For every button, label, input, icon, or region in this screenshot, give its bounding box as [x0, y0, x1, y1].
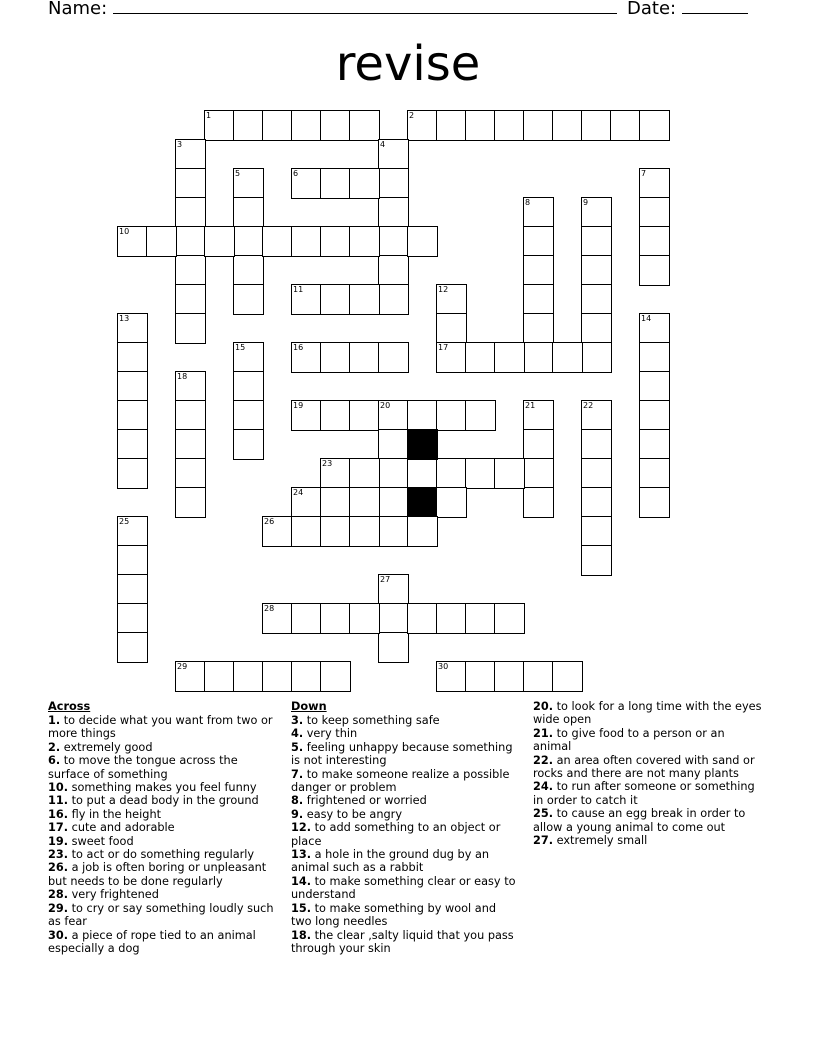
clue-item [533, 780, 765, 807]
clue-text: to keep something safe [303, 714, 440, 727]
grid-cell[interactable] [262, 226, 293, 257]
grid-cell[interactable] [378, 429, 409, 460]
clue-number: 14. [291, 874, 312, 888]
grid-cell[interactable] [639, 255, 670, 286]
cell-number: 23 [322, 459, 333, 468]
grid-cell[interactable] [465, 661, 496, 692]
grid-cell[interactable] [639, 371, 670, 402]
grid-cell[interactable] [378, 487, 409, 518]
grid-cell[interactable] [291, 284, 322, 315]
cell-number: 13 [119, 314, 130, 323]
clue-number: 10. [48, 781, 69, 795]
grid-cell[interactable] [233, 371, 264, 402]
cell-number: 2 [409, 111, 415, 120]
grid-cell[interactable] [262, 661, 293, 692]
cell-number: 21 [525, 401, 536, 410]
grid-cell[interactable] [581, 458, 612, 489]
clue-text: to give food to a person or an animal [533, 726, 725, 754]
clue-item [533, 834, 765, 847]
clue-item [291, 794, 519, 807]
clue-text: sweet food [68, 834, 134, 848]
clue-item [48, 781, 276, 794]
cell-number: 28 [264, 604, 275, 613]
grid-cell[interactable] [233, 110, 264, 141]
grid-cell[interactable] [639, 110, 670, 141]
grid-cell[interactable] [465, 110, 496, 141]
grid-cell[interactable] [349, 603, 380, 634]
clue-item [533, 754, 765, 781]
grid-cell[interactable] [378, 400, 409, 431]
grid-cell[interactable] [552, 342, 583, 373]
grid-cell[interactable] [320, 487, 351, 518]
grid-cell[interactable] [378, 168, 409, 199]
page-title: revise [335, 36, 481, 92]
grid-cell[interactable] [233, 400, 264, 431]
grid-cell[interactable] [175, 226, 206, 257]
grid-cell[interactable] [378, 516, 409, 547]
grid-cell[interactable] [175, 313, 206, 344]
clue-item [291, 768, 519, 795]
clue-text: the clear ,salty liquid that you pass through your skin [291, 928, 514, 955]
clue-number: 21. [533, 726, 554, 740]
clue-text: easy to be angry [303, 807, 403, 821]
clue-item [48, 861, 276, 888]
grid-cell[interactable] [523, 487, 554, 518]
grid-cell[interactable] [117, 603, 148, 634]
clue-number: 11. [48, 794, 69, 808]
across-clues [48, 700, 276, 955]
clue-number: 6. [48, 754, 61, 768]
grid-cell[interactable] [320, 226, 351, 257]
clue-item [533, 727, 765, 754]
grid-cell[interactable] [349, 284, 380, 315]
clue-item [291, 929, 519, 956]
clue-item [48, 821, 276, 834]
grid-cell[interactable] [117, 371, 148, 402]
grid-cell[interactable] [291, 400, 322, 431]
grid-cell[interactable] [581, 197, 612, 228]
grid-cell[interactable] [320, 110, 351, 141]
clue-text: to make something clear or easy to understand [291, 874, 516, 902]
grid-cell[interactable] [465, 342, 496, 373]
grid-cell[interactable] [436, 342, 467, 373]
clue-number: 5. [291, 740, 304, 754]
clue-item [48, 835, 276, 848]
grid-cell[interactable] [523, 226, 554, 257]
grid-cell[interactable] [523, 342, 554, 373]
grid-cell[interactable] [117, 458, 148, 489]
grid-cell[interactable] [233, 429, 264, 460]
grid-cell[interactable] [639, 226, 670, 257]
clue-item [291, 714, 519, 727]
grid-cell[interactable] [581, 516, 612, 547]
grid-cell[interactable] [639, 342, 670, 373]
clue-number: 22. [533, 753, 554, 767]
grid-cell[interactable] [320, 458, 351, 489]
grid-cell[interactable] [436, 110, 467, 141]
grid-cell[interactable] [378, 255, 409, 286]
grid-cell[interactable] [581, 342, 612, 373]
grid-cell[interactable] [117, 574, 148, 605]
grid-cell[interactable] [523, 313, 554, 344]
clue-item [48, 754, 276, 781]
grid-cell[interactable] [320, 661, 351, 692]
grid-cell[interactable] [175, 197, 206, 228]
clue-text: to cause an egg break in order to allow a young animal to come out [533, 807, 746, 834]
clue-number: 26. [48, 861, 69, 875]
clue-text: to put a dead body in the ground [68, 794, 259, 808]
grid-cell[interactable] [552, 661, 583, 692]
grid-cell[interactable] [320, 284, 351, 315]
grid-cell[interactable] [175, 458, 206, 489]
clue-text: extremely small [553, 834, 648, 848]
grid-cell[interactable] [117, 516, 148, 547]
clue-number: 18. [291, 928, 312, 942]
clue-text: to move the tongue across the surface of something [48, 754, 238, 781]
grid-cell[interactable] [523, 400, 554, 431]
grid-cell[interactable] [175, 255, 206, 286]
grid-cell[interactable] [233, 284, 264, 315]
grid-cell[interactable] [233, 661, 264, 692]
grid-cell[interactable] [581, 313, 612, 344]
clue-number: 3. [291, 714, 304, 727]
clue-text: frightened or worried [303, 794, 427, 808]
grid-cell[interactable] [523, 284, 554, 315]
cell-number: 9 [583, 198, 589, 207]
clue-number: 27. [533, 834, 554, 848]
clue-text: to cry or say something loudly such as fear [48, 901, 274, 929]
shaded-cell [407, 429, 438, 460]
grid-cell[interactable] [610, 110, 641, 141]
grid-cell[interactable] [523, 197, 554, 228]
grid-cell[interactable] [552, 110, 583, 141]
grid-cell[interactable] [407, 400, 438, 431]
cell-number: 22 [583, 401, 594, 410]
grid-cell[interactable] [320, 342, 351, 373]
clue-item [533, 807, 765, 834]
cell-number: 29 [177, 662, 188, 671]
clue-item [291, 727, 519, 740]
grid-cell[interactable] [117, 632, 148, 663]
grid-cell[interactable] [117, 226, 148, 257]
grid-cell[interactable] [581, 110, 612, 141]
clue-number: 19. [48, 834, 69, 848]
grid-cell[interactable] [117, 342, 148, 373]
clue-text: to look for a long time with the eyes wide open [533, 700, 762, 727]
grid-cell[interactable] [581, 226, 612, 257]
name-label: Name: [48, 0, 108, 19]
grid-cell[interactable] [639, 400, 670, 431]
clue-text: an area often covered with sand or rocks and there are not many plants [533, 753, 755, 781]
cell-number: 30 [438, 662, 449, 671]
grid-cell[interactable] [407, 226, 438, 257]
clue-number: 30. [48, 928, 69, 942]
clue-number: 17. [48, 821, 69, 835]
cell-number: 16 [293, 343, 304, 352]
grid-cell[interactable] [233, 168, 264, 199]
clue-number: 1. [48, 714, 61, 727]
grid-cell[interactable] [175, 661, 206, 692]
clue-number: 20. [533, 700, 554, 713]
cell-number: 26 [264, 517, 275, 526]
clue-text: to decide what you want from two or more things [48, 714, 273, 741]
grid-cell[interactable] [407, 110, 438, 141]
grid-cell[interactable] [378, 632, 409, 663]
grid-cell[interactable] [233, 255, 264, 286]
grid-cell[interactable] [175, 487, 206, 518]
grid-cell[interactable] [378, 574, 409, 605]
grid-cell[interactable] [117, 400, 148, 431]
grid-cell[interactable] [291, 661, 322, 692]
clue-number: 9. [291, 807, 304, 821]
grid-cell[interactable] [262, 110, 293, 141]
clue-item [533, 700, 765, 727]
grid-cell[interactable] [320, 400, 351, 431]
clue-text: cute and adorable [68, 821, 175, 835]
cell-number: 18 [177, 372, 188, 381]
grid-cell[interactable] [233, 197, 264, 228]
grid-cell[interactable] [639, 197, 670, 228]
cell-number: 15 [235, 343, 246, 352]
down-list-continued [533, 700, 765, 847]
cell-number: 4 [380, 140, 386, 149]
clue-text: to make something by wool and two long needles [291, 901, 497, 929]
grid-cell[interactable] [436, 661, 467, 692]
grid-cell[interactable] [291, 168, 322, 199]
grid-cell[interactable] [291, 342, 322, 373]
grid-cell[interactable] [523, 458, 554, 489]
grid-cell[interactable] [117, 545, 148, 576]
grid-cell[interactable] [581, 284, 612, 315]
grid-cell[interactable] [204, 110, 235, 141]
cell-number: 20 [380, 401, 391, 410]
clue-number: 29. [48, 901, 69, 915]
clue-number: 8. [291, 794, 304, 808]
clue-item [291, 848, 519, 875]
grid-cell[interactable] [204, 661, 235, 692]
grid-cell[interactable] [436, 313, 467, 344]
clue-number: 25. [533, 807, 554, 821]
clue-text: to add something to an object or place [291, 821, 501, 848]
grid-cell[interactable] [349, 110, 380, 141]
clue-number: 24. [533, 780, 554, 794]
clue-text: to act or do something regularly [68, 848, 255, 862]
grid-cell[interactable] [262, 603, 293, 634]
grid-cell[interactable] [465, 458, 496, 489]
clue-item [48, 741, 276, 754]
clue-text: very thin [303, 727, 358, 741]
clue-item [48, 714, 276, 741]
grid-cell[interactable] [204, 226, 235, 257]
cell-number: 14 [641, 314, 652, 323]
cell-number: 11 [293, 285, 304, 294]
grid-cell[interactable] [378, 603, 409, 634]
grid-cell[interactable] [581, 487, 612, 518]
clue-item [291, 741, 519, 768]
clue-item [48, 888, 276, 901]
cell-number: 1 [206, 111, 212, 120]
grid-cell[interactable] [175, 139, 206, 170]
clue-text: something makes you feel funny [68, 781, 257, 795]
grid-cell[interactable] [639, 168, 670, 199]
cell-number: 19 [293, 401, 304, 410]
down-heading: Down [291, 700, 327, 713]
clue-number: 15. [291, 901, 312, 915]
grid-cell[interactable] [639, 429, 670, 460]
clue-item [291, 902, 519, 929]
clue-item [48, 808, 276, 821]
cell-number: 17 [438, 343, 449, 352]
clue-number: 2. [48, 740, 61, 754]
grid-cell[interactable] [291, 516, 322, 547]
grid-cell[interactable] [320, 603, 351, 634]
cell-number: 27 [380, 575, 391, 584]
clue-text: very frightened [68, 888, 159, 902]
grid-cell[interactable] [291, 110, 322, 141]
clue-text: extremely good [60, 740, 153, 754]
clue-number: 16. [48, 807, 69, 821]
grid-cell[interactable] [349, 168, 380, 199]
cell-number: 3 [177, 140, 183, 149]
grid-cell[interactable] [407, 603, 438, 634]
grid-cell[interactable] [233, 226, 264, 257]
grid-cell[interactable] [494, 458, 525, 489]
grid-cell[interactable] [349, 342, 380, 373]
grid-cell[interactable] [349, 516, 380, 547]
grid-cell[interactable] [639, 313, 670, 344]
grid-cell[interactable] [320, 168, 351, 199]
grid-cell[interactable] [349, 400, 380, 431]
grid-cell[interactable] [233, 342, 264, 373]
grid-cell[interactable] [117, 429, 148, 460]
grid-cell[interactable] [494, 342, 525, 373]
grid-cell[interactable] [262, 516, 293, 547]
clue-item [291, 808, 519, 821]
grid-cell[interactable] [436, 487, 467, 518]
grid-cell[interactable] [465, 400, 496, 431]
grid-cell[interactable] [581, 255, 612, 286]
grid-cell[interactable] [523, 429, 554, 460]
cell-number: 24 [293, 488, 304, 497]
clue-number: 28. [48, 888, 69, 902]
grid-cell[interactable] [378, 284, 409, 315]
clue-number: 4. [291, 727, 304, 741]
grid-cell[interactable] [117, 313, 148, 344]
grid-cell[interactable] [407, 516, 438, 547]
clue-text: feeling unhappy because something is not interesting [291, 740, 513, 768]
grid-cell[interactable] [465, 603, 496, 634]
across-list [48, 714, 276, 955]
grid-cell[interactable] [639, 487, 670, 518]
clue-text: fly in the height [68, 807, 162, 821]
clue-text: a job is often boring or unpleasant but needs to be done regularly [48, 861, 267, 888]
cell-number: 8 [525, 198, 531, 207]
clue-item [48, 794, 276, 807]
cell-number: 25 [119, 517, 130, 526]
grid-cell[interactable] [378, 139, 409, 170]
clue-number: 13. [291, 848, 312, 862]
grid-cell[interactable] [494, 110, 525, 141]
cell-number: 7 [641, 169, 647, 178]
grid-cell[interactable] [175, 400, 206, 431]
grid-cell[interactable] [436, 603, 467, 634]
cell-number: 5 [235, 169, 241, 178]
date-label: Date: [627, 0, 677, 19]
grid-cell[interactable] [291, 487, 322, 518]
grid-cell[interactable] [175, 284, 206, 315]
grid-cell[interactable] [436, 284, 467, 315]
clue-text: to make someone realize a possible danger or problem [291, 767, 510, 795]
grid-cell[interactable] [378, 458, 409, 489]
grid-cell[interactable] [378, 197, 409, 228]
down-clues [291, 700, 519, 955]
cell-number: 12 [438, 285, 449, 294]
grid-cell[interactable] [378, 226, 409, 257]
grid-cell[interactable] [523, 661, 554, 692]
clue-number: 12. [291, 821, 312, 835]
clue-number: 7. [291, 767, 304, 781]
grid-cell[interactable] [436, 458, 467, 489]
grid-cell[interactable] [320, 516, 351, 547]
grid-cell[interactable] [494, 603, 525, 634]
clue-number: 23. [48, 848, 69, 862]
clue-text: a piece of rope tied to an animal especially a dog [48, 928, 256, 955]
clue-item [48, 902, 276, 929]
grid-cell[interactable] [175, 168, 206, 199]
cell-number: 6 [293, 169, 299, 178]
shaded-cell [407, 487, 438, 518]
grid-cell[interactable] [291, 226, 322, 257]
down-clues-continued [533, 700, 765, 847]
grid-cell[interactable] [581, 545, 612, 576]
grid-cell[interactable] [581, 429, 612, 460]
clue-item [291, 875, 519, 902]
cell-number: 10 [119, 227, 130, 236]
grid-cell[interactable] [407, 458, 438, 489]
grid-cell[interactable] [523, 110, 554, 141]
clue-item [48, 929, 276, 956]
grid-cell[interactable] [436, 400, 467, 431]
across-heading: Across [48, 700, 91, 713]
grid-cell[interactable] [523, 255, 554, 286]
grid-cell[interactable] [349, 226, 380, 257]
grid-cell[interactable] [175, 371, 206, 402]
clue-text: to run after someone or something in order to catch it [533, 780, 755, 807]
grid-cell[interactable] [175, 429, 206, 460]
grid-cell[interactable] [349, 458, 380, 489]
clue-text: a hole in the ground dug by an animal such as a rabbit [291, 848, 490, 875]
grid-cell[interactable] [639, 458, 670, 489]
grid-cell[interactable] [494, 661, 525, 692]
grid-cell[interactable] [349, 487, 380, 518]
down-list [291, 714, 519, 955]
clue-item [291, 821, 519, 848]
grid-cell[interactable] [581, 400, 612, 431]
clue-item [48, 848, 276, 861]
grid-cell[interactable] [378, 342, 409, 373]
grid-cell[interactable] [291, 603, 322, 634]
grid-cell[interactable] [146, 226, 177, 257]
